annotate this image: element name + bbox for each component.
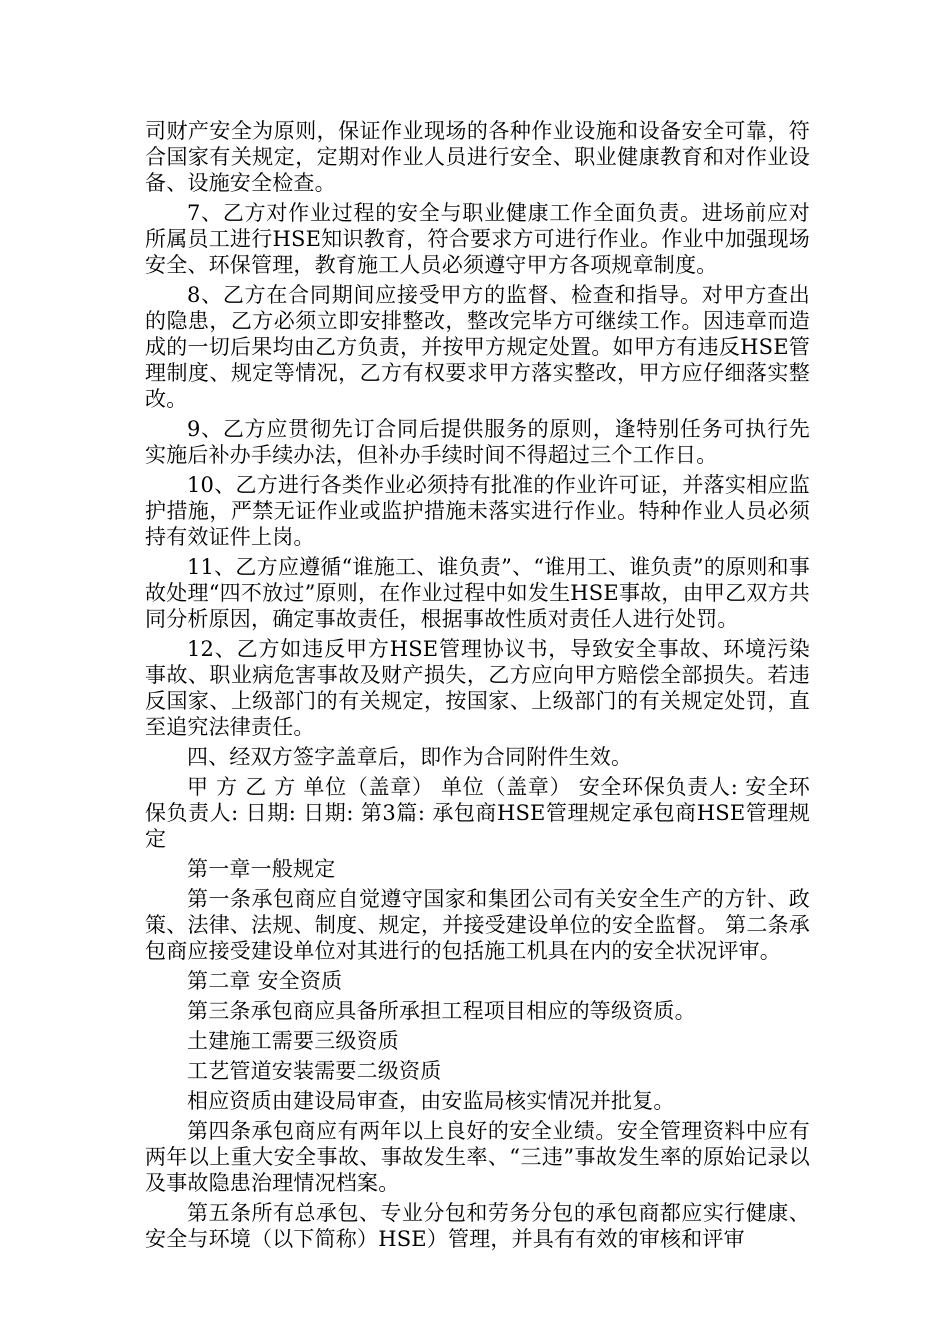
document-page xyxy=(145,118,810,1252)
paragraph-7: 12、乙方如违反甲方HSE管理协议书，导致安全事故、环境污染事故、职业病危害事故及财产损失，乙方应向甲方赔偿全部损失。若违反国家、上级部门的有关规定，按国家、上级部门的有关规定处罚，直至追究法律责任。 xyxy=(145,637,810,739)
paragraph-4: 9、乙方应贯彻先订合同后提供服务的原则，逢特别任务可执行先实施后补办手续办法，但补办手续时间不得超过三个工作日。 xyxy=(145,417,810,467)
paragraph-3: 8、乙方在合同期间应接受甲方的监督、检查和指导。对甲方查出的隐患，乙方必须立即安排整改，整改完毕方可继续工作。因违章而造成的一切后果均由乙方负责，并按甲方规定处置。如甲方有违反HSE管理制度、规定等情况，乙方有权要求甲方落实整改，甲方应仔细落实整改。 xyxy=(145,283,810,411)
chapter-heading-1: 第一章一般规定 xyxy=(187,857,336,881)
chapter-heading-2: 第二章 安全资质 xyxy=(187,969,343,993)
paragraph-14: 第四条承包商应有两年以上良好的安全业绩。安全管理资料中应有两年以上重大安全事故、事故发生率、“三违”事故发生率的原始记录以及事故隐患治理情况档案。 xyxy=(145,1119,810,1195)
paragraph-13: 相应资质由建设局审查，由安监局核实情况并批复。 xyxy=(187,1089,675,1113)
paragraph-1: 司财产安全为原则，保证作业现场的各种作业设施和设备安全可靠，符合国家有关规定，定期对作业人员进行安全、职业健康教育和对作业设备、设施安全检查。 xyxy=(145,119,810,195)
paragraph-11: 土建施工需要三级资质 xyxy=(187,1029,399,1053)
paragraph-6: 11、乙方应遵循“谁施工、谁负责”、“谁用工、谁负责”的原则和事故处理“四不放过”原则，在作业过程中如发生HSE事故，由甲乙双方共同分析原因，确定事故责任，根据事故性质对责任人进行处罚。 xyxy=(145,555,810,631)
paragraph-15: 第五条所有总承包、专业分包和劳务分包的承包商都应实行健康、安全与环境（以下简称）HSE）管理，并具有有效的审核和评审 xyxy=(145,1201,810,1251)
paragraph-8: 四、经双方签字盖章后，即作为合同附件生效。 xyxy=(187,745,633,769)
paragraph-2: 7、乙方对作业过程的安全与职业健康工作全面负责。进场前应对所属员工进行HSE知识教育，符合要求方可进行作业。作业中加强现场安全、环保管理，教育施工人员必须遵守甲方各项规章制度。 xyxy=(145,201,810,277)
paragraph-5: 10、乙方进行各类作业必须持有批准的作业许可证，并落实相应监护措施，严禁无证作业或监护措施未落实进行作业。特种作业人员必须持有效证件上岗。 xyxy=(145,473,810,549)
paragraph-9: 第一条承包商应自觉遵守国家和集团公司有关安全生产的方针、政策、法律、法规、制度、规定，并接受建设单位的安全监督。 第二条承包商应接受建设单位对其进行的包括施工机具在内的安全状况评审。 xyxy=(145,887,810,963)
paragraph-12: 工艺管道安装需要二级资质 xyxy=(187,1059,442,1083)
paragraph-10: 第三条承包商应具备所承担工程项目相应的等级资质。 xyxy=(187,999,696,1023)
signature-block: 甲 方 乙 方 单位（盖章） 单位（盖章） 安全环保负责人: 安全环保负责人: 日期: 日期: 第3篇: 承包商HSE管理规定承包商HSE管理规定 xyxy=(145,775,810,851)
